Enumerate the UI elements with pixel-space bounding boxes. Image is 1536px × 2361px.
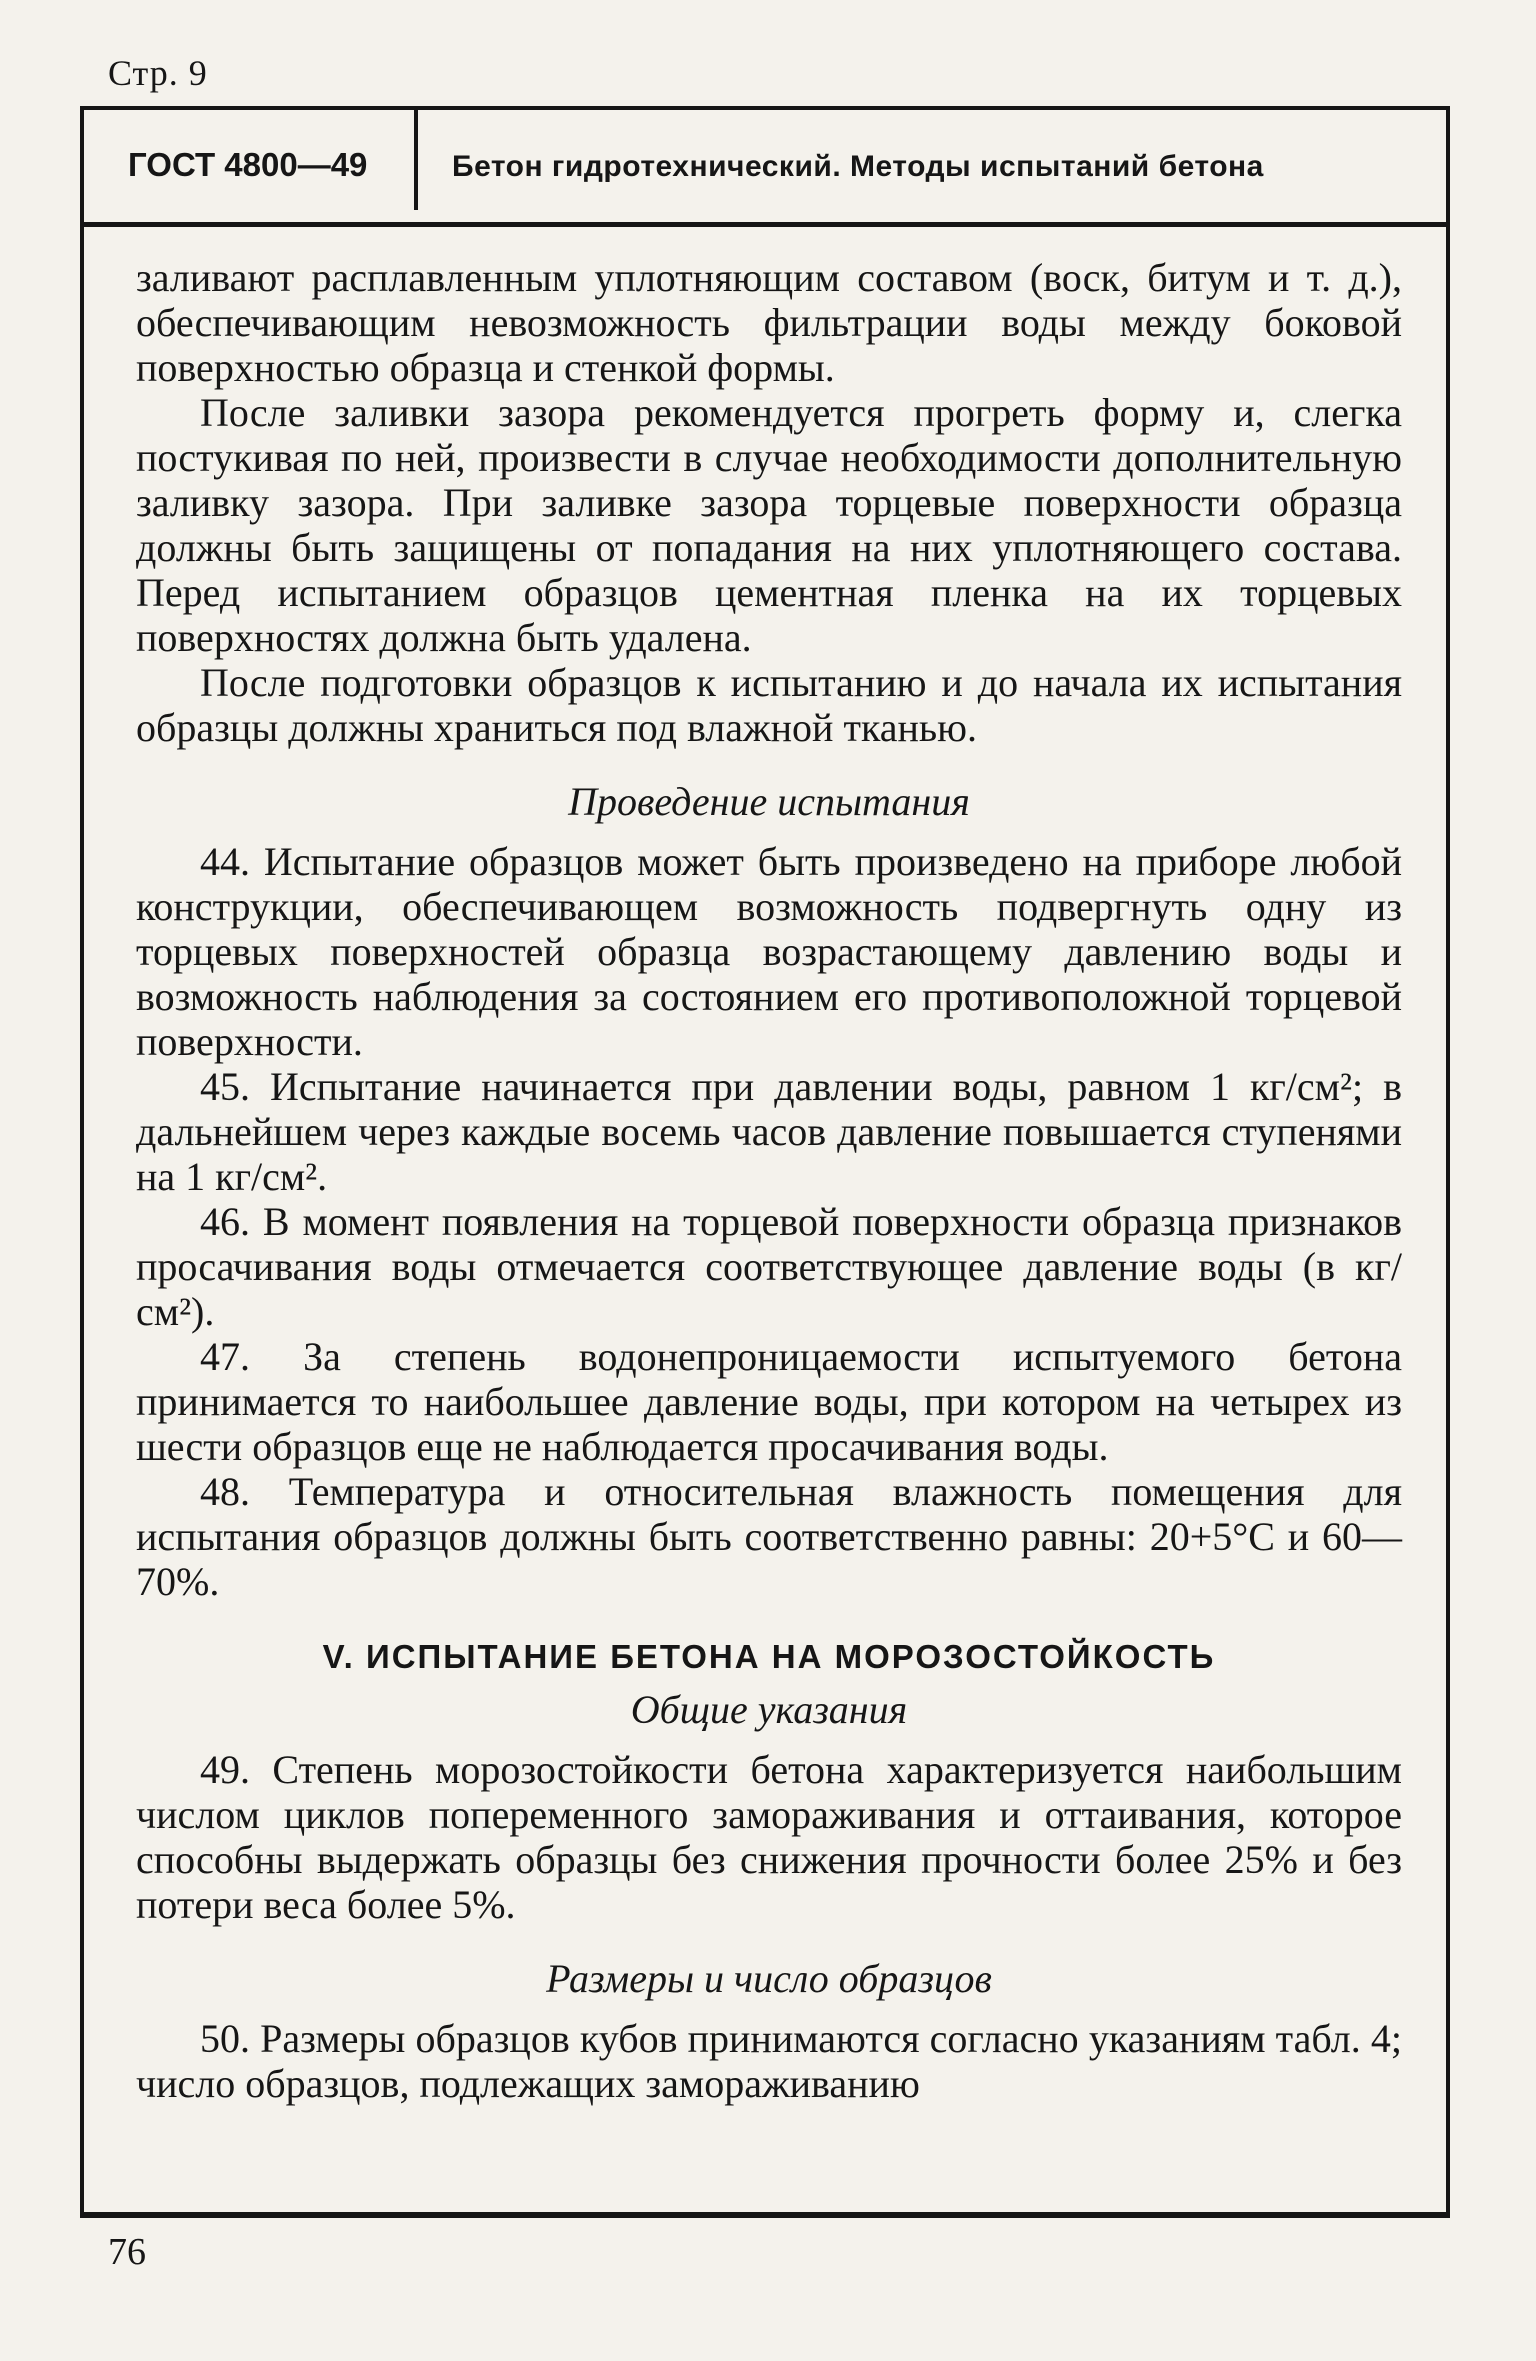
- subheading-general: Общие указания: [630, 1687, 908, 1732]
- subheading-sizes: Размеры и число образцов: [546, 1956, 992, 2001]
- section-title: V. ИСПЫТАНИЕ БЕТОНА НА МОРОЗОСТОЙКОСТЬ: [322, 1638, 1216, 1675]
- document-header: [84, 110, 1446, 227]
- clause-46: 46. В момент появления на торцевой поверхности образца признаков просачивания воды отмечается соответствующее давление воды (в кг/см²).: [136, 1199, 1402, 1334]
- document-body: [136, 255, 1402, 2106]
- clause-45: 45. Испытание начинается при давлении воды, равном 1 кг/см²; в дальнейшем через каждые восемь часов давление повышается ступенями на 1 кг/см².: [136, 1064, 1402, 1199]
- page-frame: [80, 106, 1450, 2218]
- clause-48: 48. Температура и относительная влажность помещения для испытания образцов должны быть соответственно равны: 20+5°С и 60—70%.: [136, 1469, 1402, 1604]
- paragraph: заливают расплавленным уплотняющим составом (воск, битум и т. д.), обеспечивающим невозможность фильтрации воды между боковой поверхностью образца и стенкой формы.: [136, 255, 1402, 390]
- paragraph: После подготовки образцов к испытанию и до начала их испытания образцы должны храниться под влажной тканью.: [136, 660, 1402, 750]
- header-divider: [414, 110, 418, 210]
- subheading-testing: Проведение испытания: [568, 779, 970, 824]
- standard-code: ГОСТ 4800—49: [128, 146, 368, 183]
- page-number: 76: [108, 2231, 146, 2273]
- clause-44: 44. Испытание образцов может быть произведено на приборе любой конструкции, обеспечивающем возможность подвергнуть одну из торцевых поверхностей образца возрастающему давлению воды и возможность наблюдения за состоянием его противоположной торцевой поверхности.: [136, 839, 1402, 1064]
- clause-50: 50. Размеры образцов кубов принимаются согласно указаниям табл. 4; число образцов, подлежащих замораживанию: [136, 2016, 1402, 2106]
- page-label: Стр. 9: [108, 53, 208, 93]
- clause-49: 49. Степень морозостойкости бетона характеризуется наибольшим числом циклов попеременного замораживания и оттаивания, которое способны выдержать образцы без снижения прочности более 25% и без потери веса более 5%.: [136, 1747, 1402, 1927]
- clause-47: 47. За степень водонепроницаемости испытуемого бетона принимается то наибольшее давление воды, при котором на четырех из шести образцов еще не наблюдается просачивания воды.: [136, 1334, 1402, 1469]
- document-title: Бетон гидротехнический. Методы испытаний бетона: [452, 150, 1264, 183]
- paragraph: После заливки зазора рекомендуется прогреть форму и, слегка постукивая по ней, произвести в случае необходимости дополнительную заливку зазора. При заливке зазора торцевые поверхности образца должны быть защищены от попадания на них уплотняющего состава. Перед испытанием образцов цементная пленка на их торцевых поверхностях должна быть удалена.: [136, 390, 1402, 660]
